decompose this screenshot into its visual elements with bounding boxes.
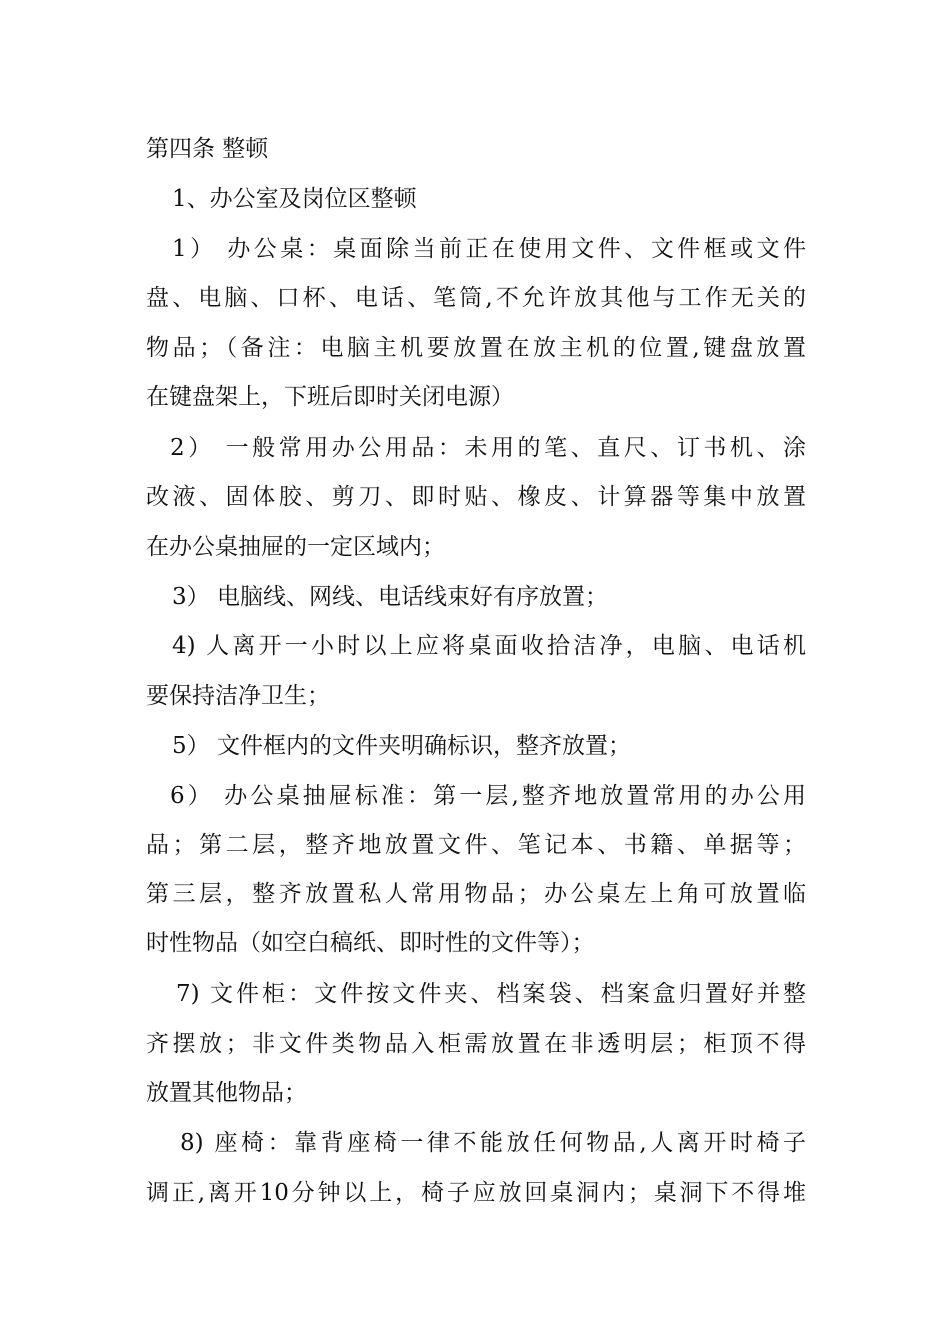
item2-line2: 改液、固体胶、剪刀、即时贴、橡皮、计算器等集中放置 [146,484,806,510]
item5-line1: 5） 文件框内的文件夹明确标识，整齐放置； [172,733,631,759]
item2-line1: 2） 一般常用办公用品：未用的笔、直尺、订书机、涂 [170,435,806,461]
item6-line3: 第三层，整齐放置私人常用物品；办公桌左上角可放置临 [146,881,806,907]
item8-line1: 8) 座椅：靠背座椅一律不能放任何物品,人离开时椅子 [180,1130,806,1156]
item6-line1: 6） 办公桌抽屉标准：第一层,整齐地放置常用的办公用 [170,783,806,809]
item6-line2: 品；第二层，整齐地放置文件、笔记本、书籍、单据等； [146,832,806,858]
item7-line2: 齐摆放；非文件类物品入柜需放置在非透明层；柜顶不得 [146,1031,806,1057]
item6-line4: 时性物品（如空白稿纸、即时性的文件等）； [146,930,595,956]
item1-line4: 在键盘架上，下班后即时关闭电源） [146,384,514,410]
item4-line2: 要保持洁净卫生； [146,683,330,709]
item1-line1: 1） 办公桌：桌面除当前正在使用文件、文件框或文件 [172,236,806,262]
item2-line3: 在办公桌抽屉的一定区域内； [146,534,445,560]
article-heading: 第四条 整顿 [146,136,269,162]
item7-line1: 7) 文件柜：文件按文件夹、档案袋、档案盒归置好并整 [176,981,806,1007]
section-heading: 1、办公室及岗位区整顿 [172,186,417,212]
item4-line1: 4) 人离开一小时以上应将桌面收拾洁净，电脑、电话机 [172,633,806,659]
item1-line2: 盘、电脑、口杯、电话、笔筒,不允许放其他与工作无关的 [146,285,806,311]
item1-line3: 物品；（备注：电脑主机要放置在放主机的位置,键盘放置 [146,335,806,361]
item8-line2: 调正,离开10分钟以上，椅子应放回桌洞内；桌洞下不得堆 [146,1180,806,1206]
item3-line1: 3） 电脑线、网线、电话线束好有序放置； [172,584,608,610]
item7-line3: 放置其他物品； [146,1080,307,1106]
